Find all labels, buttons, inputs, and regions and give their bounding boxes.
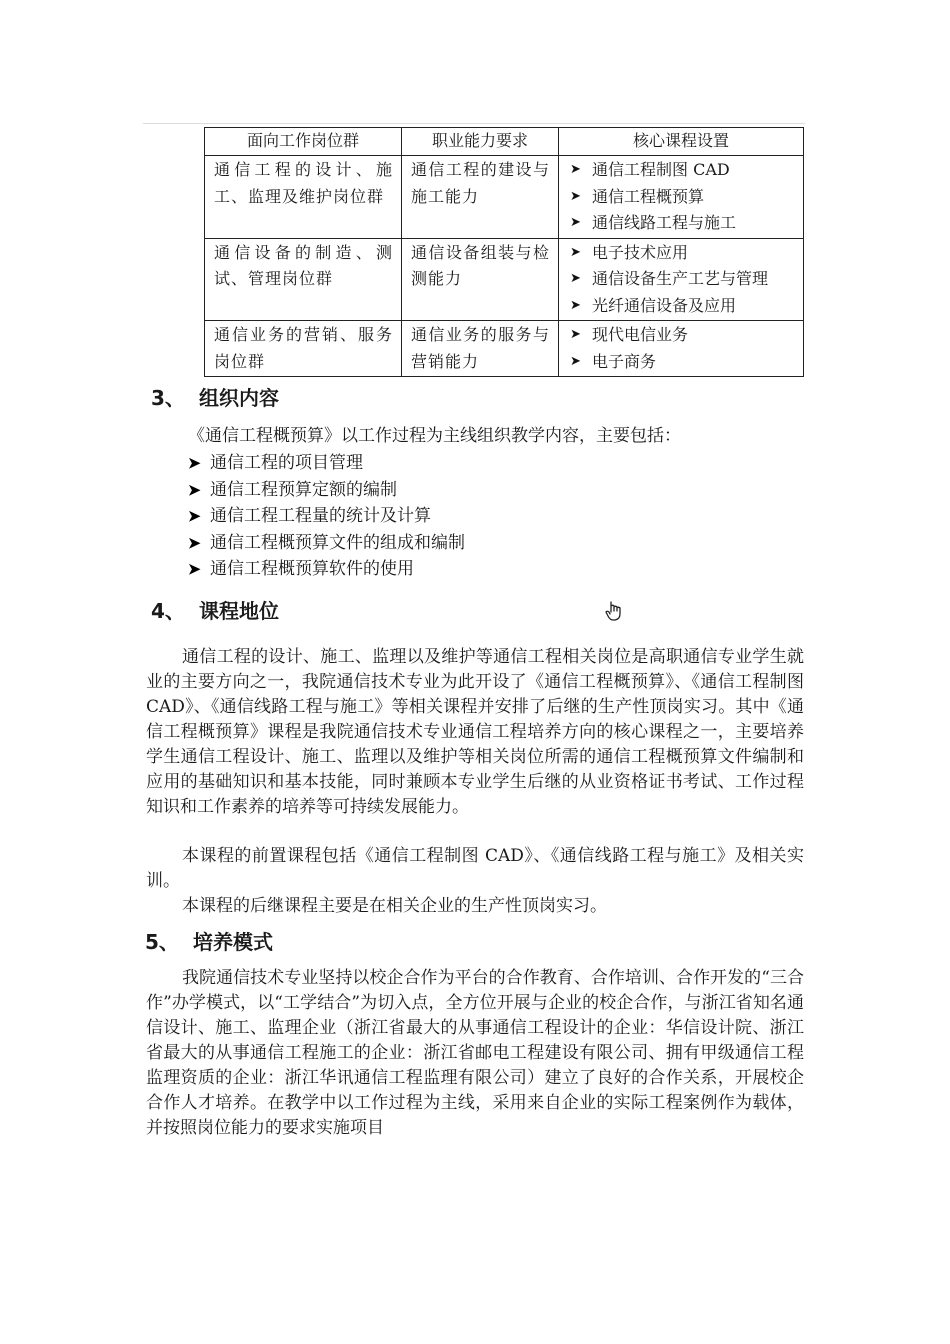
course-item: ➤ 通信工程概预算 [568,184,795,211]
course-table [204,127,804,377]
courses-cell [559,156,804,239]
header-rule [143,123,805,124]
section-3-intro: 《通信工程概预算》以工作过程为主线组织教学内容，主要包括： [188,426,681,446]
section-4-number: 4、 [151,599,185,623]
ability-cell: 通信工程的建设与施工能力 [402,156,559,239]
list-item: ➤ 通信工程的项目管理 [188,450,465,477]
list-item: ➤ 通信工程概预算软件的使用 [188,556,465,583]
table-row [205,238,804,321]
course-item: ➤ 通信设备生产工艺与管理 [568,266,795,293]
course-item: ➤ 光纤通信设备及应用 [568,293,795,320]
courses-cell [559,238,804,321]
section-5-paragraph-1: 我院通信技术专业坚持以校企合作为平台的合作教育、合作培训、合作开发的“三合作”办学模式，以“工学结合”为切入点，全方位开展与企业的校企合作，与浙江省知名通信设计、施工、监理企业（浙江省最大的从事通信工程设计的企业：华信设计院、浙江省最大的从事通信工程施工的企业：浙江省邮电工程建设有限公司、拥有甲级通信工程监理资质的企业：浙江华讯通信工程监理有限公司）建立了良好的合作关系，开展校企合作人才培养。在教学中以工作过程为主线，采用来自企业的实际工程案例作为载体，并按照岗位能力的要求实施项目 [146,968,804,1138]
job-group-cell: 通信工程的设计、施工、监理及维护岗位群 [205,156,402,239]
header-ability: 职业能力要求 [402,128,559,156]
job-group-cell: 通信设备的制造、测试、管理岗位群 [205,238,402,321]
header-core-courses: 核心课程设置 [559,128,804,156]
section-4-paragraph-1: 通信工程的设计、施工、监理以及维护等通信工程相关岗位是高职通信专业学生就业的主要方向之一，我院通信技术专业为此开设了《通信工程概预算》、《通信工程制图 CAD》、《通信线路工程与施工》等相关课程并安排了后继的生产性顶岗实习。其中《通信工程概预算》课程是我院通信技术专业通信工程培养方向的核心课程之一，主要培养学生通信工程设计、施工、监理以及维护等相关岗位所需的通信工程概预算文件编制和应用的基础知识和基本技能，同时兼顾本专业学生后继的从业资格证书考试、工作过程知识和工作素养的培养等可持续发展能力。 [146,647,804,817]
table-row [205,156,804,239]
section-4-heading [151,597,279,625]
section-3-list [188,450,465,583]
section-3-heading [151,384,279,412]
job-group-cell: 通信业务的营销、服务岗位群 [205,321,402,377]
table-header-row [205,128,804,156]
section-5-number: 5、 [145,930,179,954]
header-job-group: 面向工作岗位群 [205,128,402,156]
section-4-paragraph-3: 本课程的后继课程主要是在相关企业的生产性顶岗实习。 [182,896,607,916]
hand-pointer-icon [604,600,624,622]
course-item: ➤ 电子商务 [568,349,795,376]
course-item: ➤ 电子技术应用 [568,240,795,267]
course-item: ➤ 通信工程制图 CAD [568,157,795,184]
course-item: ➤ 通信线路工程与施工 [568,210,795,237]
section-5-heading [145,928,273,956]
ability-cell: 通信业务的服务与营销能力 [402,321,559,377]
section-4-title: 课程地位 [199,599,279,623]
section-3-number: 3、 [151,386,185,410]
table-row [205,321,804,377]
list-item: ➤ 通信工程预算定额的编制 [188,477,465,504]
ability-cell: 通信设备组装与检测能力 [402,238,559,321]
section-5-title: 培养模式 [193,930,273,954]
course-item: ➤ 现代电信业务 [568,322,795,349]
courses-cell [559,321,804,377]
list-item: ➤ 通信工程概预算文件的组成和编制 [188,530,465,557]
section-4-paragraph-2: 本课程的前置课程包括《通信工程制图 CAD》、《通信线路工程与施工》及相关实训。 [146,846,804,891]
list-item: ➤ 通信工程工程量的统计及计算 [188,503,465,530]
section-3-title: 组织内容 [199,386,279,410]
